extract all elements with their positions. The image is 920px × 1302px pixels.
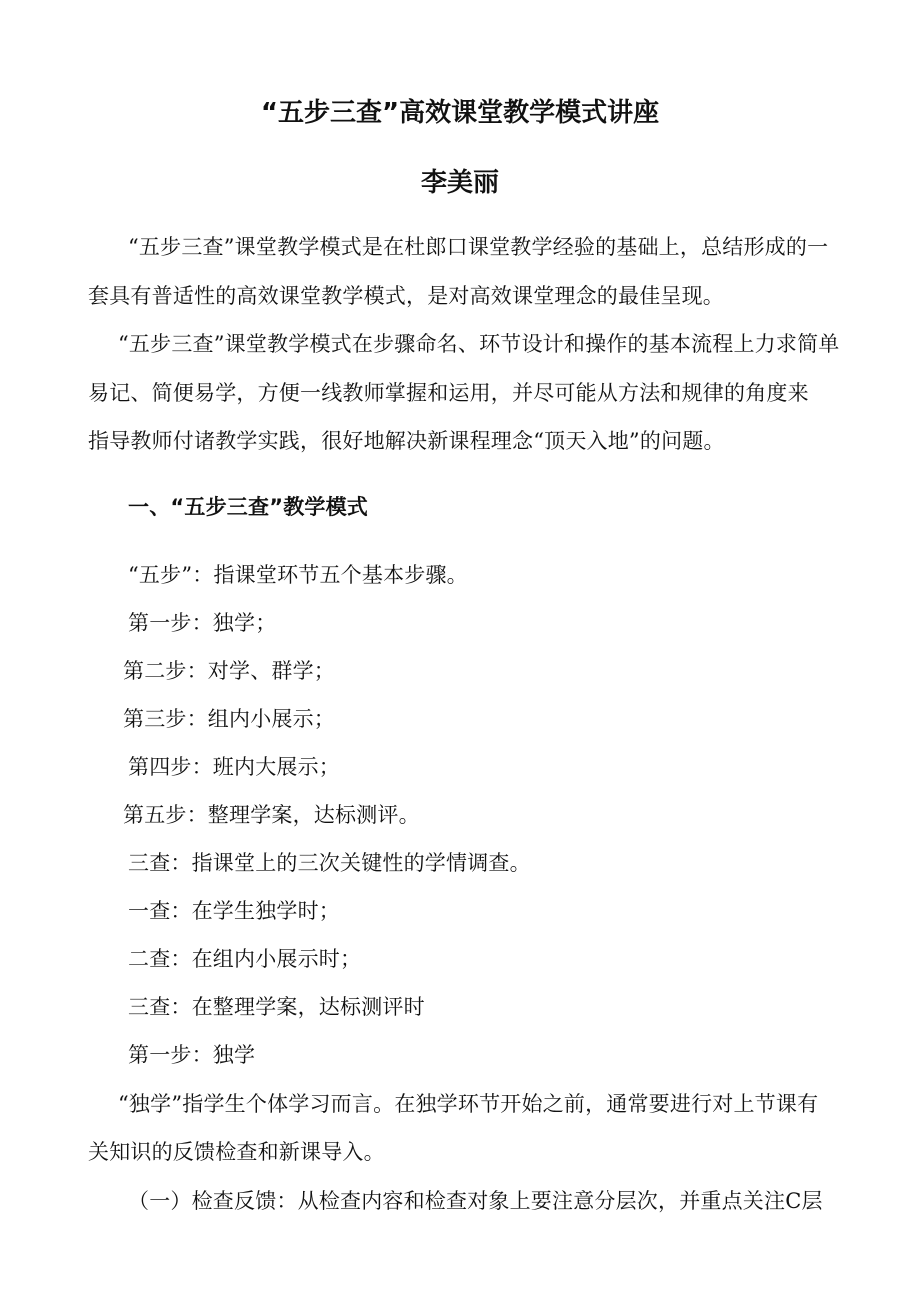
section-heading: 一、“五步三查”教学模式	[128, 495, 369, 519]
author-name: 李美丽	[420, 168, 499, 198]
paragraph-line: 关知识的反馈检查和新课导入。	[88, 1140, 385, 1164]
document-title: “五步三查”高效课堂教学模式讲座	[260, 98, 660, 128]
paragraph-line: 套具有普适性的高效课堂教学模式，是对高效课堂理念的最佳呈现。	[88, 284, 724, 308]
check-line: 二查：在组内小展示时；	[128, 947, 362, 971]
step-line: 第一步：独学	[128, 1043, 256, 1067]
step-line: 第三步：组内小展示；	[123, 707, 335, 731]
paragraph-line: 易记、简便易学，方便一线教师掌握和运用，并尽可能从方法和规律的角度来	[88, 381, 809, 405]
check-line: 一查：在学生独学时；	[128, 899, 340, 923]
paragraph-line: “五步三查”课堂教学模式是在杜郎口课堂教学经验的基础上，总结形成的一	[128, 235, 829, 259]
paragraph-line: （一）检查反馈：从检查内容和检查对象上要注意分层次，并重点关注C层	[128, 1189, 823, 1213]
paragraph-line: “五步”：指课堂环节五个基本步骤。	[128, 563, 468, 587]
step-line: 第五步：整理学案，达标测评。	[123, 803, 420, 827]
paragraph-line: “五步三查”课堂教学模式在步骤命名、环节设计和操作的基本流程上力求简单	[118, 332, 840, 356]
step-line: 第一步：独学；	[128, 611, 277, 635]
check-line: 三查：在整理学案，达标测评时	[128, 995, 425, 1019]
step-line: 第二步：对学、群学；	[123, 659, 335, 683]
step-line: 第四步：班内大展示；	[128, 755, 340, 779]
paragraph-line: “独学”指学生个体学习而言。在独学环节开始之前，通常要进行对上节课有	[118, 1092, 819, 1116]
paragraph-line: 指导教师付诸教学实践，很好地解决新课程理念“顶天入地”的问题。	[88, 429, 725, 453]
paragraph-line: 三查：指课堂上的三次关键性的学情调查。	[128, 851, 531, 875]
